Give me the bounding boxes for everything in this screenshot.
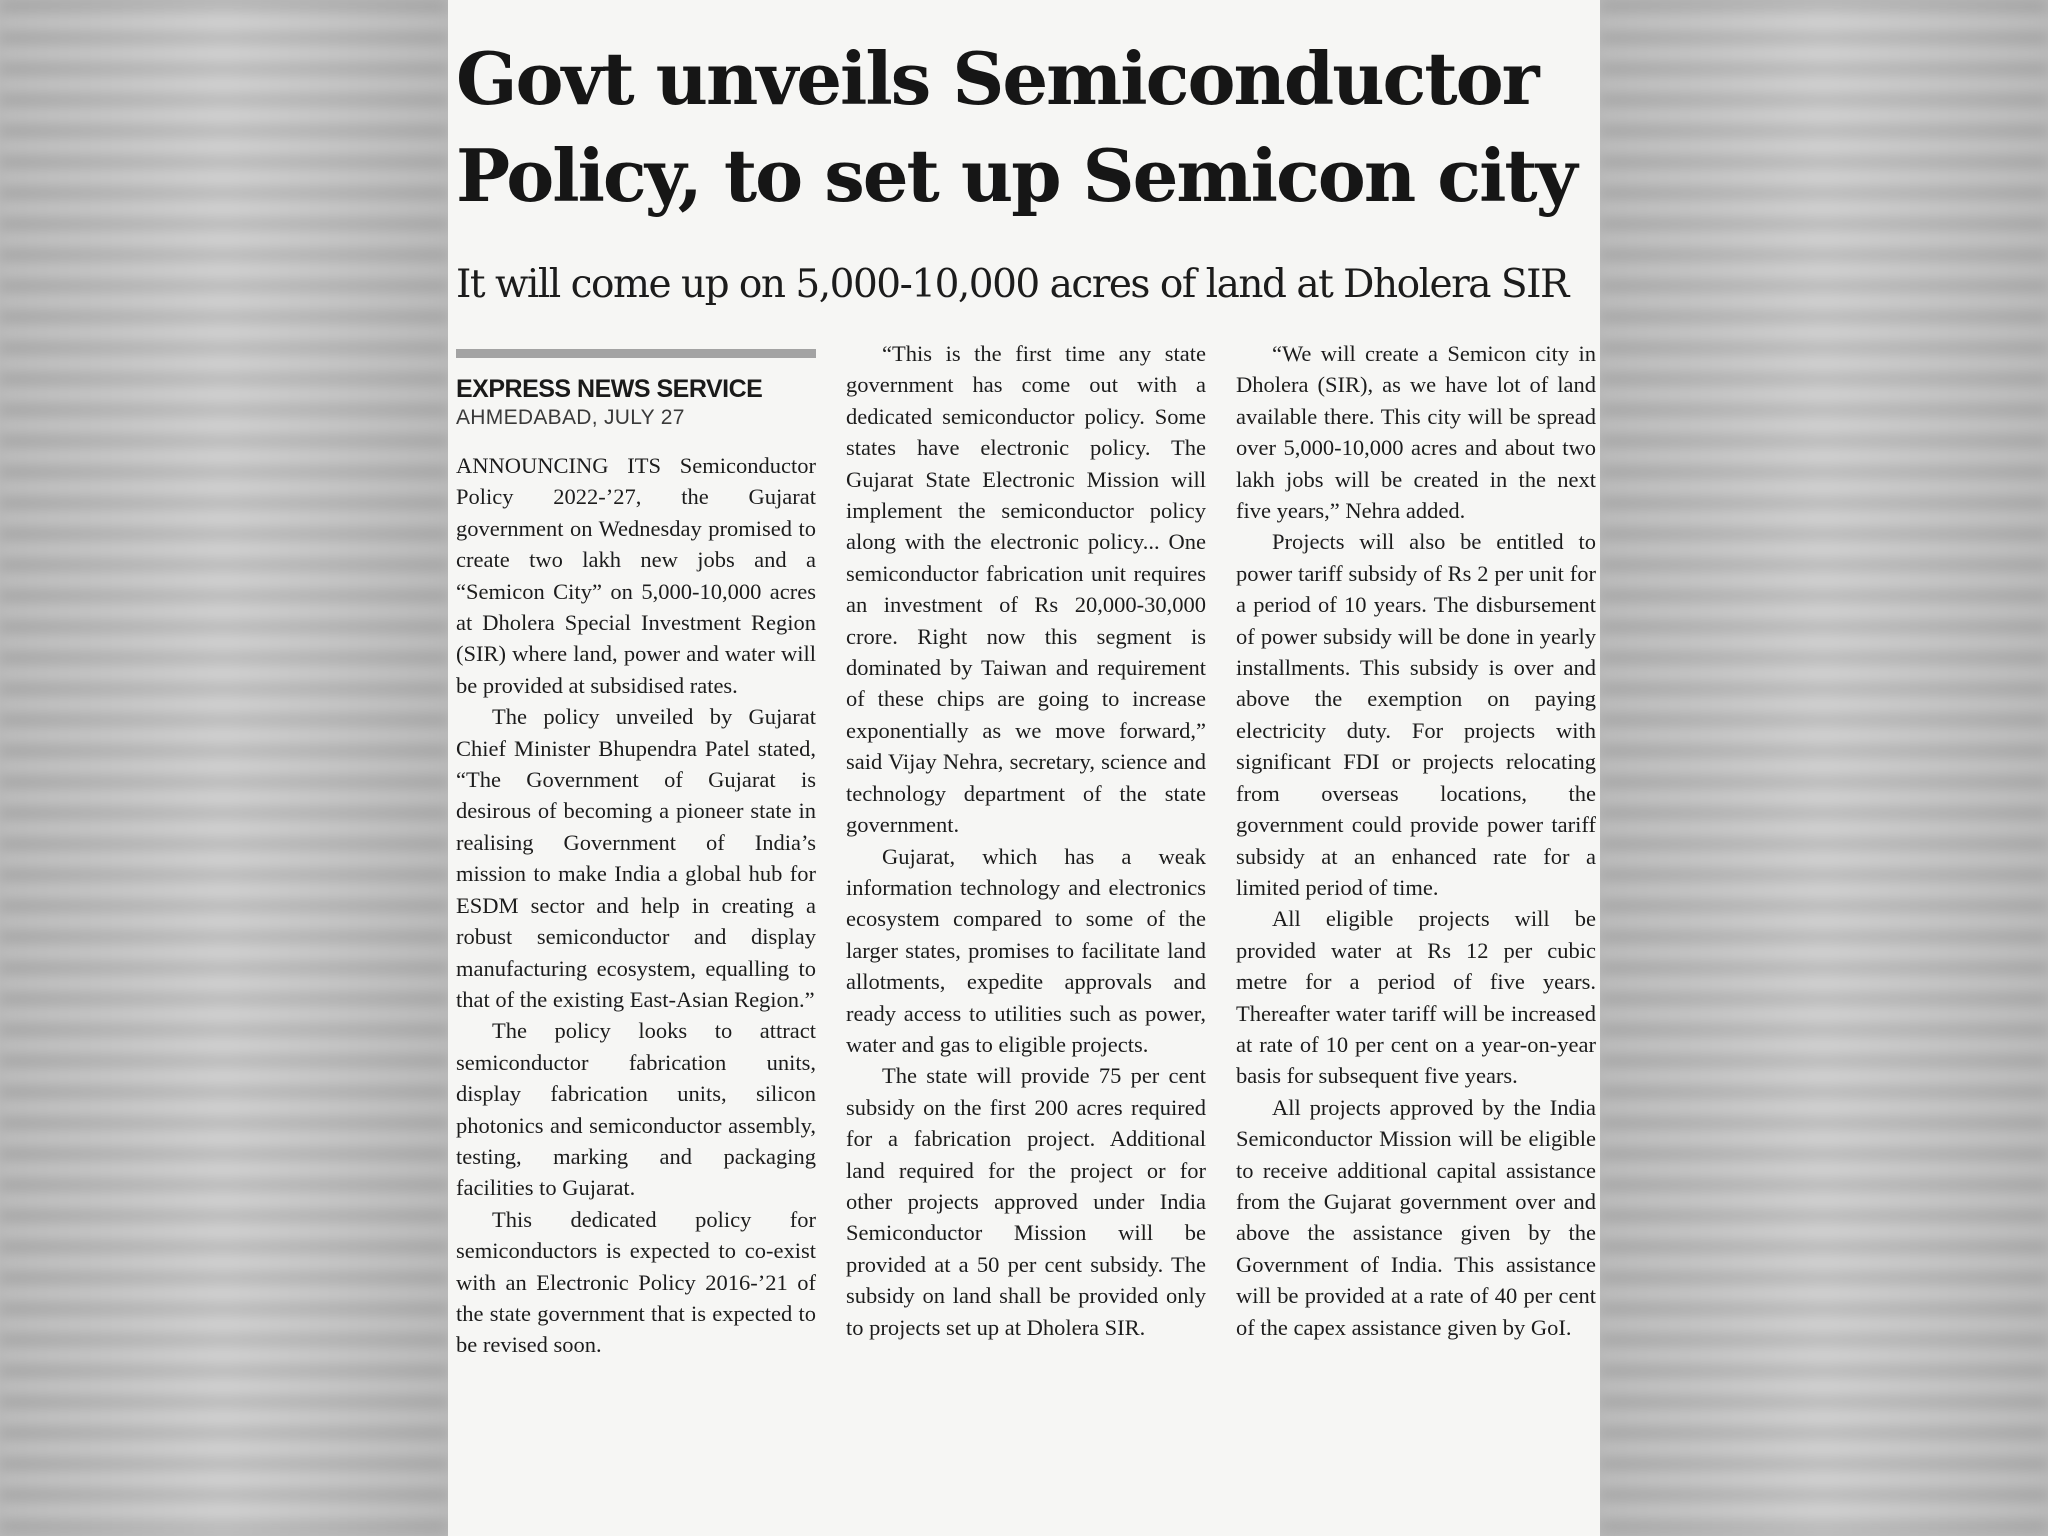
paragraph-8: “We will create a Semicon city in Dholera (SIR), as we have lot of land available there. This city will be spread over 5,000-10,000 acres and about two lakh jobs will be created in the next five years,” Nehra added.	[1236, 341, 1596, 524]
column-1	[456, 338, 816, 1361]
byline: EXPRESS NEWS SERVICE	[456, 375, 763, 403]
paragraph-1: ANNOUNCING ITS Semiconductor Policy 2022-’27, the Gujarat government on Wednesday promised to create two lakh new jobs and a “Semicon City” on 5,000-10,000 acres at Dholera Special Investment Region (SIR) where land, power and water will be provided at subsidised rates.	[456, 453, 816, 698]
blurred-background-left	[0, 0, 448, 1536]
newspaper-clipping	[448, 0, 1600, 1536]
blurred-background-right	[1600, 0, 2048, 1536]
paragraph-5: “This is the first time any state government has come out with a dedicated semiconductor policy. Some states have electronic policy. The Gujarat State Electronic Mission will implement the semiconductor policy along with the electronic policy... One semiconductor fabrication unit requires an investment of Rs 20,000-30,000 crore. Right now this segment is dominated by Taiwan and requirement of these chips are going to increase exponentially as we move forward,” said Vijay Nehra, secretary, science and technology department of the state government.	[846, 341, 1206, 838]
paragraph-11: All projects approved by the India Semiconductor Mission will be eligible to receive additional capital assistance from the Gujarat government over and above the assistance given by the Government of India. This assistance will be provided at a rate of 40 per cent of the capex assistance given by GoI.	[1236, 1094, 1596, 1340]
subheadline: It will come up on 5,000-10,000 acres of land at Dholera SIR	[456, 262, 1568, 307]
paragraph-7: The state will provide 75 per cent subsidy on the first 200 acres required for a fabrication project. Additional land required for the project or for other projects approved under India Semiconductor Mission will be provided at a 50 per cent subsidy. The subsidy on land shall be provided only to projects set up at Dholera SIR.	[846, 1063, 1206, 1340]
dateline: AHMEDABAD, JULY 27	[456, 406, 685, 429]
column-3	[1236, 338, 1596, 1343]
paragraph-9: Projects will also be entitled to power tariff subsidy of Rs 2 per unit for a period of 10 years. The disbursement of power subsidy will be done in yearly installments. This subsidy is over and above the exemption on paying electricity duty. For projects with significant FDI or projects relocating from overseas locations, the government could provide power tariff subsidy at an enhanced rate for a limited period of time.	[1236, 529, 1596, 900]
paragraph-2: The policy unveiled by Gujarat Chief Minister Bhupendra Patel stated, “The Government of Gujarat is desirous of becoming a pioneer state in realising Government of India’s mission to make India a global hub for ESDM sector and help in creating a robust semiconductor and display manufacturing ecosystem, equalling to that of the existing East-Asian Region.”	[456, 704, 816, 1012]
column-2	[846, 338, 1206, 1343]
paragraph-3: The policy looks to attract semiconductor fabrication units, display fabrication units, silicon photonics and semiconductor assembly, testing, marking and packaging facilities to Gujarat.	[456, 1018, 816, 1201]
paragraph-10: All eligible projects will be provided water at Rs 12 per cubic metre for a period of five years. Thereafter water tariff will be increased at rate of 10 per cent on a year-on-year basis for subsequent five years.	[1236, 906, 1596, 1089]
paragraph-6: Gujarat, which has a weak information technology and electronics ecosystem compared to some of the larger states, promises to facilitate land allotments, expedite approvals and ready access to utilities such as power, water and gas to eligible projects.	[846, 843, 1206, 1057]
byline-rule	[456, 349, 816, 358]
headline: Govt unveils Semiconductor Policy, to set up Semicon city	[456, 36, 1576, 219]
paragraph-4: This dedicated policy for semiconductors is expected to co-exist with an Electronic Policy 2016-’21 of the state government that is expected to be revised soon.	[456, 1206, 816, 1358]
